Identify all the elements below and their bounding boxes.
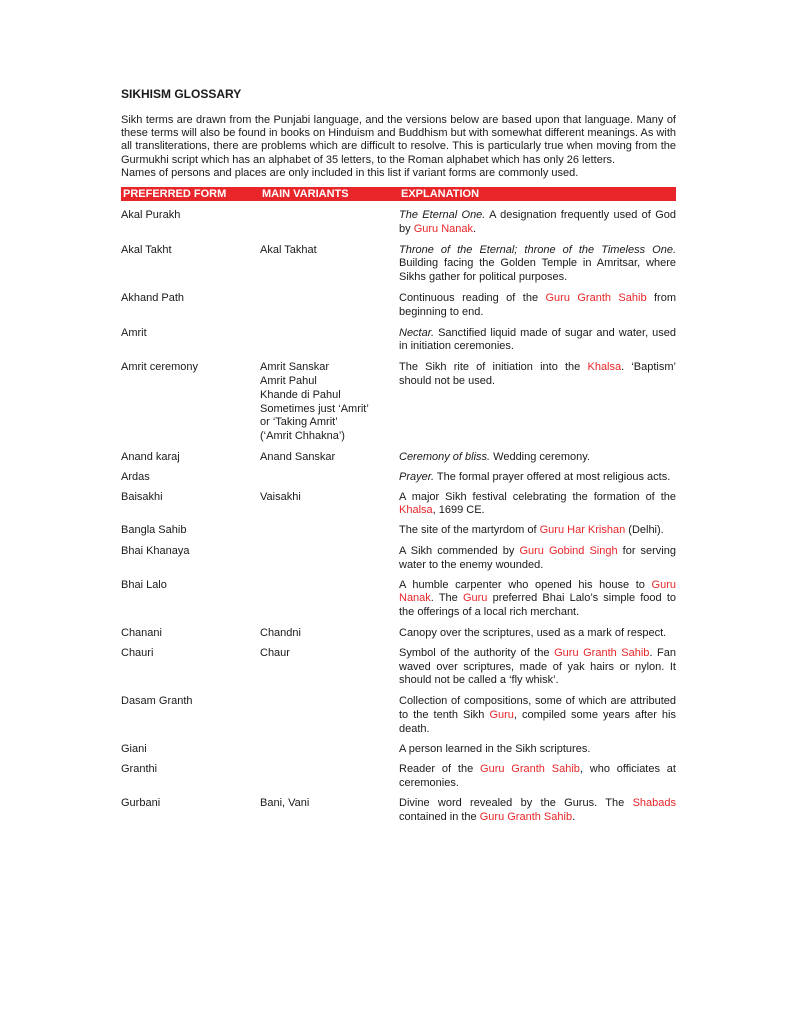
explanation-cell: [399, 573, 676, 620]
cross-reference-link[interactable]: Guru Granth Sahib: [554, 646, 650, 659]
glossary-row: [121, 620, 676, 641]
explanation-cell: [399, 620, 676, 641]
explanation-text: , who officiates at ceremonies.: [399, 763, 676, 790]
variants-cell: [260, 688, 399, 736]
explanation-cell: [399, 201, 676, 237]
explanation-cell: [399, 465, 676, 485]
cross-reference-link[interactable]: Guru: [489, 708, 514, 721]
variants-cell: [260, 538, 399, 573]
term-cell: Ardas: [121, 470, 150, 483]
explanation-text: preferred Bhai Lalo’s simple food to the offerings of a local rich merchant.: [399, 592, 676, 619]
variants-cell: Anand Sanskar: [260, 450, 336, 463]
explanation-text: The site of the martyrdom of: [399, 524, 540, 537]
table-header-row: [121, 187, 676, 201]
explanation-text: . ‘Baptism’ should not be used.: [399, 361, 676, 387]
explanation-text: . Fan waved over scriptures, made of yak hairs or nylon. It should not be called a ‘fly whisk’.: [399, 646, 676, 687]
variants-cell: Amrit Sanskar Amrit Pahul Khande di Pahul Sometimes just ‘Amrit’ or ‘Taking Amrit’ (‘Amrit Chhakna’): [260, 361, 369, 443]
glossary-row: [121, 485, 676, 519]
explanation-cell: [399, 354, 676, 444]
explanation-cell: [399, 237, 676, 285]
explanation-text: Symbol of the authority of the: [399, 646, 555, 659]
glossary-row: [121, 465, 676, 485]
glossary-row: [121, 756, 676, 791]
explanation-text: A person learned in the Sikh scriptures.: [399, 742, 591, 755]
explanation-text: The Sikh rite of initiation into the: [399, 361, 588, 374]
explanation-emphasis: The Eternal One.: [399, 209, 486, 222]
cross-reference-link[interactable]: Shabads: [632, 796, 676, 809]
cross-reference-link[interactable]: Guru Gobind Singh: [519, 544, 618, 557]
term-cell: Baisakhi: [121, 490, 163, 503]
glossary-row: [121, 320, 676, 355]
explanation-text: Continuous reading of the: [399, 292, 546, 304]
explanation-text: from beginning to end.: [399, 292, 676, 318]
explanation-text: , 1699 CE.: [432, 504, 485, 517]
explanation-text: The formal prayer offered at most religious acts.: [434, 470, 671, 483]
header-preferred-form: PREFERRED FORM: [121, 187, 260, 201]
explanation-text: Divine word revealed by the Gurus. The: [399, 796, 633, 809]
explanation-cell: [399, 737, 676, 757]
variants-cell: Akal Takhat: [260, 243, 317, 256]
glossary-table: [121, 187, 676, 824]
glossary-row: [121, 538, 676, 573]
variants-cell: [260, 465, 399, 485]
term-cell: Akal Takht: [121, 243, 172, 256]
variants-cell: Chaur: [260, 646, 290, 659]
variants-cell: [260, 285, 399, 320]
cross-reference-link[interactable]: Guru Granth Sahib: [545, 292, 647, 304]
term-cell: Anand karaj: [121, 450, 180, 463]
glossary-row: [121, 237, 676, 285]
explanation-cell: [399, 285, 676, 320]
explanation-text: A Sikh commended by: [399, 544, 520, 557]
explanation-cell: [399, 641, 676, 688]
explanation-text: contained in the: [399, 810, 480, 823]
explanation-cell: [399, 791, 676, 825]
glossary-row: [121, 285, 676, 320]
explanation-emphasis: Ceremony of bliss.: [399, 450, 491, 463]
explanation-text: . The: [430, 592, 463, 605]
term-cell: Amrit ceremony: [121, 361, 199, 374]
glossary-rows: [121, 201, 676, 824]
variants-cell: [260, 201, 399, 237]
explanation-cell: [399, 756, 676, 791]
glossary-row: [121, 518, 676, 538]
variants-cell: [260, 756, 399, 791]
explanation-cell: [399, 320, 676, 355]
variants-cell: Bani, Vani: [260, 796, 310, 809]
explanation-emphasis: Nectar.: [399, 326, 435, 339]
explanation-emphasis: Throne of the Eternal; throne of the Timeless One.: [399, 243, 676, 256]
glossary-row: [121, 737, 676, 757]
variants-cell: Vaisakhi: [260, 490, 301, 503]
explanation-text: Collection of compositions, some of which are attributed to the tenth Sikh: [399, 695, 676, 721]
glossary-row: [121, 688, 676, 736]
explanation-text: .: [572, 810, 576, 823]
cross-reference-link[interactable]: Guru Har Krishan: [539, 524, 626, 537]
variants-cell: [260, 320, 399, 355]
cross-reference-link[interactable]: Khalsa: [587, 361, 622, 374]
glossary-row: [121, 641, 676, 688]
term-cell: Granthi: [121, 763, 158, 776]
intro-paragraph: Sikh terms are drawn from the Punjabi language, and the versions below are based upon that language. Many of these terms will also be found in books on Hinduism and Buddhism but with somewhat different meanings. As with all transliterations, there are problems which are difficult to resolve. This is particularly true when moving from the Gurmukhi script which has an alphabet of 35 letters, to the Roman alphabet which has only 26 letters.: [121, 114, 676, 166]
variants-cell: [260, 573, 399, 620]
explanation-text: Building facing the Golden Temple in Amritsar, where Sikhs gather for political purposes.: [399, 257, 676, 284]
glossary-row: [121, 354, 676, 444]
cross-reference-link[interactable]: Guru Granth Sahib: [479, 810, 573, 823]
term-cell: Dasam Granth: [121, 695, 193, 708]
cross-reference-link[interactable]: Khalsa: [399, 504, 433, 517]
explanation-text: , compiled some years after his death.: [399, 708, 676, 735]
explanation-text: .: [473, 222, 477, 235]
explanation-text: for serving water to the enemy wounded.: [399, 544, 676, 571]
intro-note: Names of persons and places are only included in this list if variant forms are commonly used.: [121, 166, 579, 179]
term-cell: Bangla Sahib: [121, 524, 187, 537]
explanation-text: Canopy over the scriptures, used as a mark of respect.: [399, 626, 667, 639]
term-cell: Gurbani: [121, 796, 161, 809]
explanation-text: Sanctified liquid made of sugar and water, used in initiation ceremonies.: [399, 326, 676, 353]
glossary-row: [121, 791, 676, 825]
page-title: SIKHISM GLOSSARY: [121, 87, 242, 101]
explanation-text: (Delhi).: [625, 524, 664, 537]
explanation-cell: [399, 688, 676, 736]
explanation-cell: [399, 538, 676, 573]
term-cell: Akhand Path: [121, 292, 184, 304]
term-cell: Chanani: [121, 626, 162, 639]
term-cell: Akal Purakh: [121, 209, 181, 222]
explanation-text: Wedding ceremony.: [490, 450, 590, 463]
explanation-text: A major Sikh festival celebrating the formation of the: [399, 490, 676, 503]
explanation-emphasis: Prayer.: [399, 470, 435, 483]
explanation-cell: [399, 444, 676, 465]
glossary-row: [121, 201, 676, 237]
glossary-row: [121, 444, 676, 465]
explanation-cell: [399, 485, 676, 519]
cross-reference-link[interactable]: Guru Granth Sahib: [480, 763, 580, 776]
cross-reference-link[interactable]: Guru Nanak: [399, 578, 676, 605]
explanation-text: A designation frequently used of God by: [399, 209, 676, 235]
term-cell: Amrit: [121, 326, 147, 339]
variants-cell: Chandni: [260, 626, 301, 639]
term-cell: Giani: [121, 742, 147, 755]
term-cell: Chauri: [121, 646, 154, 659]
cross-reference-link[interactable]: Guru Nanak: [413, 222, 473, 235]
header-explanation: EXPLANATION: [399, 187, 676, 201]
variants-cell: [260, 518, 399, 538]
variants-cell: [260, 737, 399, 757]
explanation-cell: [399, 518, 676, 538]
intro-text: [121, 114, 676, 180]
explanation-text: Reader of the: [399, 763, 481, 776]
explanation-text: A humble carpenter who opened his house to: [399, 578, 652, 591]
term-cell: Bhai Lalo: [121, 578, 167, 591]
glossary-page: [121, 87, 676, 825]
term-cell: Bhai Khanaya: [121, 544, 190, 557]
cross-reference-link[interactable]: Guru: [462, 592, 488, 605]
glossary-row: [121, 573, 676, 620]
header-main-variants: MAIN VARIANTS: [260, 187, 399, 201]
